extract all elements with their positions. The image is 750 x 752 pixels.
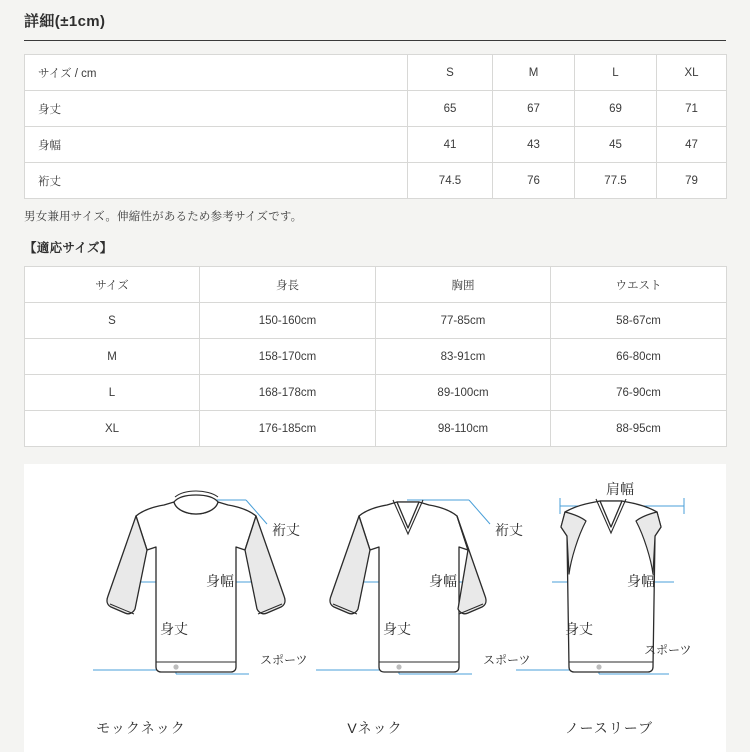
- fit-cell-size: M: [25, 339, 200, 375]
- fit-cell-waist: 88-95cm: [551, 411, 727, 447]
- fit-cell-chest: 89-100cm: [376, 375, 551, 411]
- detail-cell: 71: [657, 91, 727, 127]
- table-row: [25, 127, 727, 163]
- detail-header-xl: XL: [657, 55, 727, 91]
- table-row: [25, 55, 727, 91]
- title-divider: [24, 40, 726, 41]
- detail-cell: 74.5: [408, 163, 493, 199]
- detail-cell: 77.5: [575, 163, 657, 199]
- label-body-length-mock: 身丈: [160, 621, 188, 637]
- table-row: [25, 411, 727, 447]
- detail-cell: 79: [657, 163, 727, 199]
- label-body-width-nosleeve: 身幅: [627, 573, 655, 589]
- fit-cell-waist: 66-80cm: [551, 339, 727, 375]
- table-row: [25, 303, 727, 339]
- fit-cell-chest: 98-110cm: [376, 411, 551, 447]
- fit-cell-size: S: [25, 303, 200, 339]
- detail-cell: 65: [408, 91, 493, 127]
- diagram-v-neck: [316, 500, 531, 674]
- fit-cell-size: XL: [25, 411, 200, 447]
- fit-cell-chest: 83-91cm: [376, 339, 551, 375]
- label-shoulder-width: 肩幅: [606, 481, 634, 497]
- svg-text:スポーツ: スポーツ: [644, 643, 692, 657]
- page-title: 詳細(±1cm): [24, 13, 106, 30]
- caption-no-sleeve: ノースリーブ: [564, 720, 654, 736]
- diagram-mock-neck: [93, 491, 308, 674]
- measurement-illustration-panel: [24, 464, 726, 752]
- label-sleeve-length-mock: 裄丈: [272, 522, 300, 538]
- detail-cell: 45: [575, 127, 657, 163]
- fit-size-table: [24, 266, 727, 447]
- fit-cell-height: 150-160cm: [200, 303, 376, 339]
- detail-header-size: サイズ / cm: [25, 55, 408, 91]
- label-body-width-v: 身幅: [429, 573, 457, 589]
- measurement-diagrams: [24, 464, 726, 752]
- caption-v-neck: Vネック: [347, 720, 403, 736]
- svg-text:スポーツ: スポーツ: [483, 653, 531, 667]
- fit-cell-height: 176-185cm: [200, 411, 376, 447]
- fit-header-height: 身長: [200, 267, 376, 303]
- table-row: [25, 375, 727, 411]
- fit-cell-waist: 58-67cm: [551, 303, 727, 339]
- fit-header-waist: ウエスト: [551, 267, 727, 303]
- fit-header-chest: 胸囲: [376, 267, 551, 303]
- detail-size-table: [24, 54, 727, 199]
- detail-header-l: L: [575, 55, 657, 91]
- table-row: [25, 267, 727, 303]
- detail-row-label: 裄丈: [25, 163, 408, 199]
- label-sleeve-length-v: 裄丈: [495, 522, 523, 538]
- detail-row-label: 身幅: [25, 127, 408, 163]
- diagram-no-sleeve: [516, 477, 692, 674]
- fit-header-size: サイズ: [25, 267, 200, 303]
- svg-text:スポーツ: スポーツ: [260, 653, 308, 667]
- fit-cell-height: 168-178cm: [200, 375, 376, 411]
- table-row: [25, 91, 727, 127]
- detail-row-label: 身丈: [25, 91, 408, 127]
- size-note: 男女兼用サイズ。伸縮性があるため参考サイズです。: [24, 211, 303, 223]
- fit-cell-chest: 77-85cm: [376, 303, 551, 339]
- detail-cell: 67: [493, 91, 575, 127]
- label-body-width-mock: 身幅: [206, 573, 234, 589]
- detail-header-s: S: [408, 55, 493, 91]
- detail-cell: 47: [657, 127, 727, 163]
- fit-cell-height: 158-170cm: [200, 339, 376, 375]
- detail-cell: 43: [493, 127, 575, 163]
- fit-cell-size: L: [25, 375, 200, 411]
- fit-cell-waist: 76-90cm: [551, 375, 727, 411]
- detail-header-m: M: [493, 55, 575, 91]
- caption-mock-neck: モックネック: [96, 720, 186, 736]
- detail-cell: 76: [493, 163, 575, 199]
- table-row: [25, 163, 727, 199]
- detail-cell: 69: [575, 91, 657, 127]
- diagram-captions: [24, 718, 726, 738]
- label-body-length-v: 身丈: [383, 621, 411, 637]
- detail-cell: 41: [408, 127, 493, 163]
- fit-section-title: 【適応サイズ】: [24, 241, 113, 255]
- table-row: [25, 339, 727, 375]
- label-body-length-nosleeve: 身丈: [565, 621, 593, 637]
